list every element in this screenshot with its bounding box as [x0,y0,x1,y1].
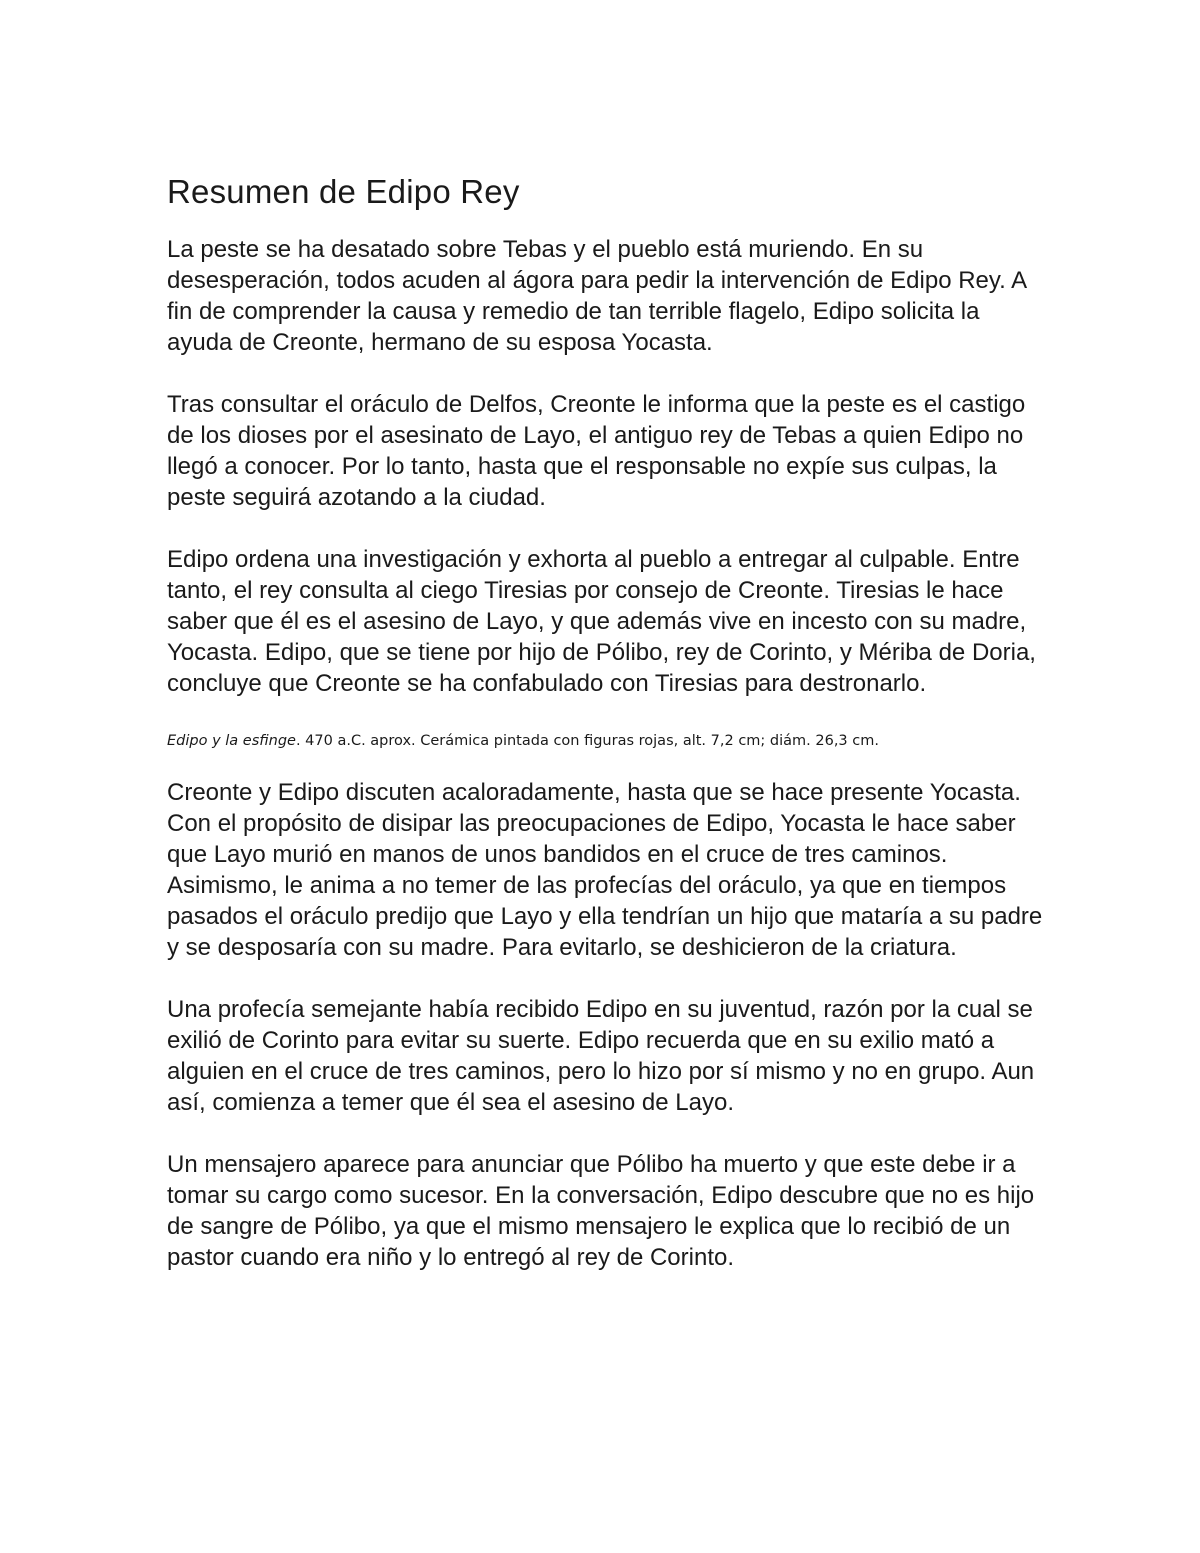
caption-artwork-title: Edipo y la esfinge [167,733,296,749]
paragraph-5: Una profecía semejante había recibido Edipo en su juventud, razón por la cual se exilió de Corinto para evitar su suerte. Edipo recuerda que en su exilio mató a alguien en el cruce de tres caminos, pero lo hizo por sí mismo y no en grupo. Aun así, comienza a temer que él sea el asesino de Layo. [167,996,1035,1116]
paragraph-3: Edipo ordena una investigación y exhorta al pueblo a entregar al culpable. Entre tanto, el rey consulta al ciego Tiresias por consejo de Creonte. Tiresias le hace saber que él es el asesino de Layo, y que además vive en incesto con su madre, Yocasta. Edipo, que se tiene por hijo de Pólibo, rey de Corinto, y Mériba de Doria, concluye que Creonte se ha confabulado con Tiresias para destronarlo. [167,546,1036,697]
paragraph-2: Tras consultar el oráculo de Delfos, Creonte le informa que la peste es el castigo de los dioses por el asesinato de Layo, el antiguo rey de Tebas a quien Edipo no llegó a conocer. Por lo tanto, hasta que el responsable no expíe sus culpas, la peste seguirá azotando a la ciudad. [167,391,1026,511]
image-caption [167,730,1047,752]
paragraph-6: Un mensajero aparece para anunciar que Pólibo ha muerto y que este debe ir a tomar su cargo como sucesor. En la conversación, Edipo descubre que no es hijo de sangre de Pólibo, ya que el mismo mensajero le explica que lo recibió de un pastor cuando era niño y lo entregó al rey de Corinto. [167,1151,1035,1271]
caption-details: . 470 a.C. aprox. Cerámica pintada con figuras rojas, alt. 7,2 cm; diám. 26,3 cm. [295,733,879,749]
document-body [167,172,1047,1304]
paragraph-1: La peste se ha desatado sobre Tebas y el pueblo está muriendo. En su desesperación, todos acuden al ágora para pedir la intervención de Edipo Rey. A fin de comprender la causa y remedio de tan terrible flagelo, Edipo solicita la ayuda de Creonte, hermano de su esposa Yocasta. [167,236,1026,356]
document-title: Resumen de Edipo Rey [167,173,520,210]
paragraph-4: Creonte y Edipo discuten acaloradamente, hasta que se hace presente Yocasta. Con el propósito de disipar las preocupaciones de Edipo, Yocasta le hace saber que Layo murió en manos de unos bandidos en el cruce de tres caminos. Asimismo, le anima a no temer de las profecías del oráculo, ya que en tiempos pasados el oráculo predijo que Layo y ella tendrían un hijo que mataría a su padre y se desposaría con su madre. Para evitarlo, se deshicieron de la criatura. [167,779,1043,961]
